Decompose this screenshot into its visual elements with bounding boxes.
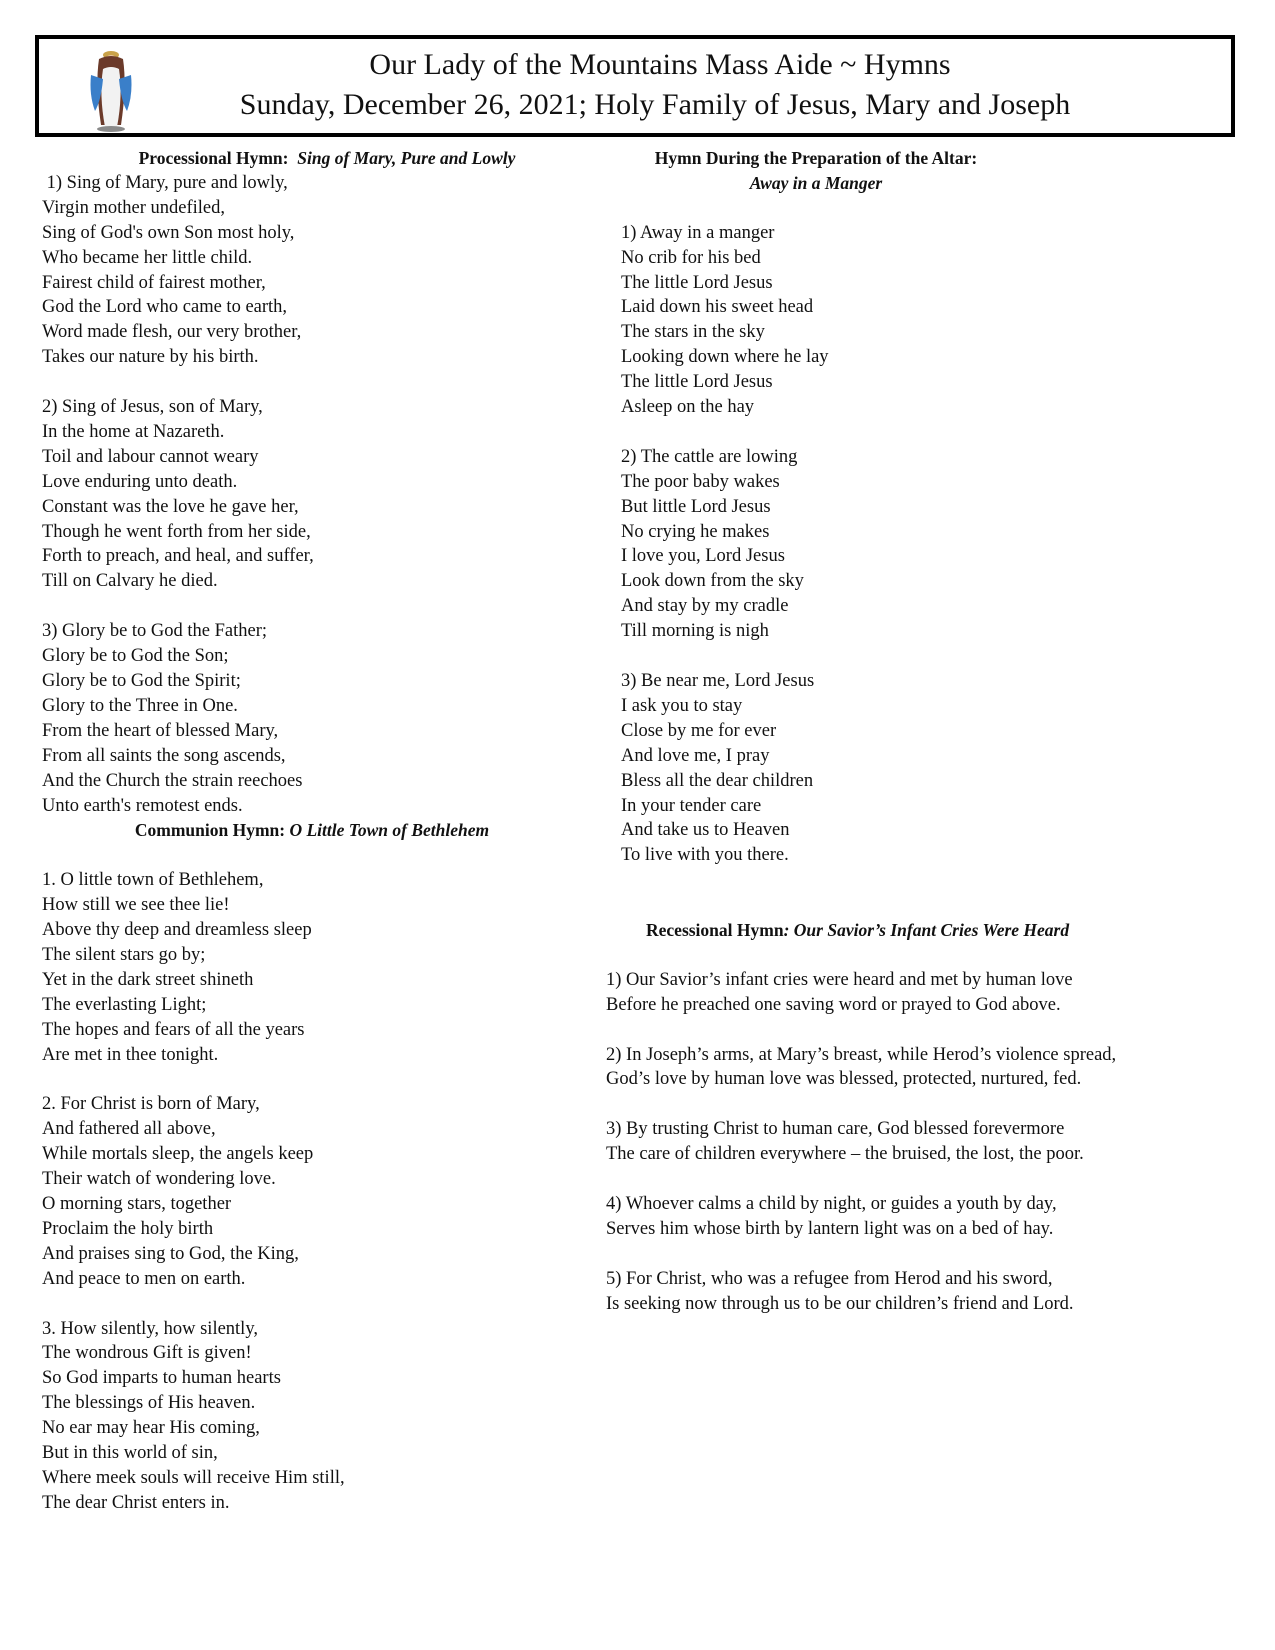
page-header [35,35,1235,137]
lyric-line: I love you, Lord Jesus [621,546,785,567]
recessional-label: Recessional Hymn [646,920,784,941]
recessional-stanza [606,1043,1246,1093]
communion-stanza [42,868,602,1067]
communion-title: O Little Town of Bethlehem [289,820,490,841]
preparation-stanza [621,669,1246,868]
lyric-line: Look down from the sky [621,571,804,592]
recessional-heading [606,918,1246,943]
preparation-title: Away in a Manger [749,172,883,193]
lyric-line: And praises sing to God, the King, [42,1243,299,1264]
preparation-lyrics [606,221,1246,869]
lyric-line: Serves him whose birth by lantern light was on a bed of hay. [606,1218,1054,1239]
lyric-line: Unto earth's remotest ends. [42,795,243,816]
left-column [42,146,602,1516]
lyric-line: Close by me for ever [621,720,777,741]
lyric-line: Yet in the dark street shineth [42,969,254,990]
lyric-line: Virgin mother undefiled, [42,197,225,218]
lyric-line: The silent stars go by; [42,944,206,965]
lyric-line: 1. O little town of Bethlehem, [42,870,264,891]
lyric-line: O morning stars, together [42,1194,232,1214]
processional-lyrics [42,171,602,819]
lyric-line: 3) Be near me, Lord Jesus [621,670,815,691]
processional-label: Processional Hymn: [138,148,289,168]
lyric-line: 2. For Christ is born of Mary, [42,1094,260,1115]
lyric-line: While mortals sleep, the angels keep [42,1144,314,1165]
lyric-line: And fathered all above, [42,1119,216,1140]
lyric-line: The dear Christ enters in. [42,1492,230,1513]
lyric-line: Their watch of wondering love. [42,1169,276,1190]
lyric-line: God’s love by human love was blessed, protected, nurtured, fed. [606,1069,1082,1090]
preparation-stanza [621,221,1246,420]
lyric-line: Looking down where he lay [621,347,829,368]
lyric-line: Sing of God's own Son most holy, [42,222,295,243]
lyric-line: The care of children everywhere – the bruised, the lost, the poor. [606,1144,1084,1165]
lyric-line: Above thy deep and dreamless sleep [42,920,312,941]
page-subtitle: Sunday, December 26, 2021; Holy Family of Jesus, Mary and Joseph [239,88,1071,121]
lyric-line: Toil and labour cannot weary [42,446,259,467]
right-column [606,146,1246,1316]
lyric-line: 1) Our Savior’s infant cries were heard and met by human love [606,969,1073,990]
lyric-line: The hopes and fears of all the years [42,1019,305,1040]
lyric-line: Takes our nature by his birth. [42,347,259,368]
lyric-line: 1) Away in a manger [621,222,775,243]
recessional-lyrics [606,968,1246,1317]
processional-heading [42,146,602,171]
communion-stanza [42,1092,602,1291]
lyric-line: The stars in the sky [621,322,765,343]
lyric-line: 1) Sing of Mary, pure and lowly, [42,172,288,193]
lyric-line: To live with you there. [621,845,789,866]
lyric-line: So God imparts to human hearts [42,1368,281,1389]
lyric-line: The poor baby wakes [621,471,780,492]
communion-stanza [42,1317,602,1516]
lyric-line: Are met in thee tonight. [42,1044,219,1065]
preparation-stanza [621,445,1246,644]
lyric-line: 2) The cattle are lowing [621,446,798,467]
lyric-line: Love enduring unto death. [42,471,238,492]
lyric-line: The little Lord Jesus [621,272,773,293]
lyric-line: From the heart of blessed Mary, [42,720,279,741]
lyric-line: Who became her little child. [42,247,253,268]
communion-label: Communion Hymn: [134,820,286,841]
processional-stanza [42,171,602,370]
lyric-line: But in this world of sin, [42,1443,218,1464]
communion-lyrics [42,868,602,1516]
lyric-line: And stay by my cradle [621,596,789,617]
lyric-line: Glory to the Three in One. [42,695,238,716]
lyric-line: Before he preached one saving word or prayed to God above. [606,994,1061,1015]
lyric-line: And the Church the strain reechoes [42,770,303,791]
lyric-line: But little Lord Jesus [621,496,771,517]
communion-heading [42,818,602,843]
recessional-stanza [606,1117,1246,1167]
lyric-line: No ear may hear His coming, [42,1418,260,1439]
lyric-line: No crying he makes [621,521,770,542]
lyric-line: In the home at Nazareth. [42,421,225,442]
page-title: Our Lady of the Mountains Mass Aide ~ Hymns [369,48,951,81]
lyric-line: Proclaim the holy birth [42,1218,214,1239]
lyric-line: Glory be to God the Son; [42,646,229,667]
lyric-line: 2) Sing of Jesus, son of Mary, [42,397,263,418]
processional-title: Sing of Mary, Pure and Lowly [297,148,516,168]
lyric-line: Constant was the love he gave her, [42,496,299,517]
lyric-line: In your tender care [621,795,762,816]
lyric-line: Asleep on the hay [621,397,755,418]
lyric-line: And love me, I pray [621,745,770,766]
lyric-line: 2) In Joseph’s arms, at Mary’s breast, while Herod’s violence spread, [606,1044,1117,1065]
processional-stanza [42,619,602,818]
lyric-line: The everlasting Light; [42,994,207,1015]
recessional-title: : Our Savior’s Infant Cries Were Heard [783,920,1070,941]
lyric-line: And take us to Heaven [621,820,790,841]
lyric-line: Though he went forth from her side, [42,521,311,542]
recessional-stanza [606,1192,1246,1242]
lyric-line: I ask you to stay [621,695,743,716]
recessional-stanza [606,1267,1246,1317]
lyric-line: Till on Calvary he died. [42,571,218,592]
lyric-line: Is seeking now through us to be our children’s friend and Lord. [606,1293,1074,1314]
lyric-line: Where meek souls will receive Him still, [42,1467,345,1488]
lyric-line: How still we see thee lie! [42,895,230,916]
lyric-line: Laid down his sweet head [621,297,814,318]
lyric-line: 4) Whoever calms a child by night, or guides a youth by day, [606,1193,1057,1214]
lyric-line: Word made flesh, our very brother, [42,322,302,343]
lyric-line: 3) Glory be to God the Father; [42,621,268,642]
lyric-line: The blessings of His heaven. [42,1393,256,1414]
recessional-stanza [606,968,1246,1018]
lyric-line: The wondrous Gift is given! [42,1343,252,1364]
lyric-line: 3) By trusting Christ to human care, God blessed forevermore [606,1119,1065,1140]
lyric-line: 5) For Christ, who was a refugee from Herod and his sword, [606,1268,1053,1289]
preparation-heading [606,146,1246,196]
lyric-line: The little Lord Jesus [621,372,773,393]
lyric-line: Glory be to God the Spirit; [42,671,241,691]
lyric-line: Till morning is nigh [621,621,769,642]
lyric-line: From all saints the song ascends, [42,745,286,766]
lyric-line: No crib for his bed [621,247,761,268]
lyric-line: And peace to men on earth. [42,1268,246,1289]
lyric-line: God the Lord who came to earth, [42,297,288,318]
lyric-line: Bless all the dear children [621,770,814,791]
lyric-line: 3. How silently, how silently, [42,1318,258,1339]
preparation-label: Hymn During the Preparation of the Altar: [654,148,978,168]
lyric-line: Fairest child of fairest mother, [42,272,266,293]
lyric-line: Forth to preach, and heal, and suffer, [42,546,314,567]
processional-stanza [42,395,602,594]
